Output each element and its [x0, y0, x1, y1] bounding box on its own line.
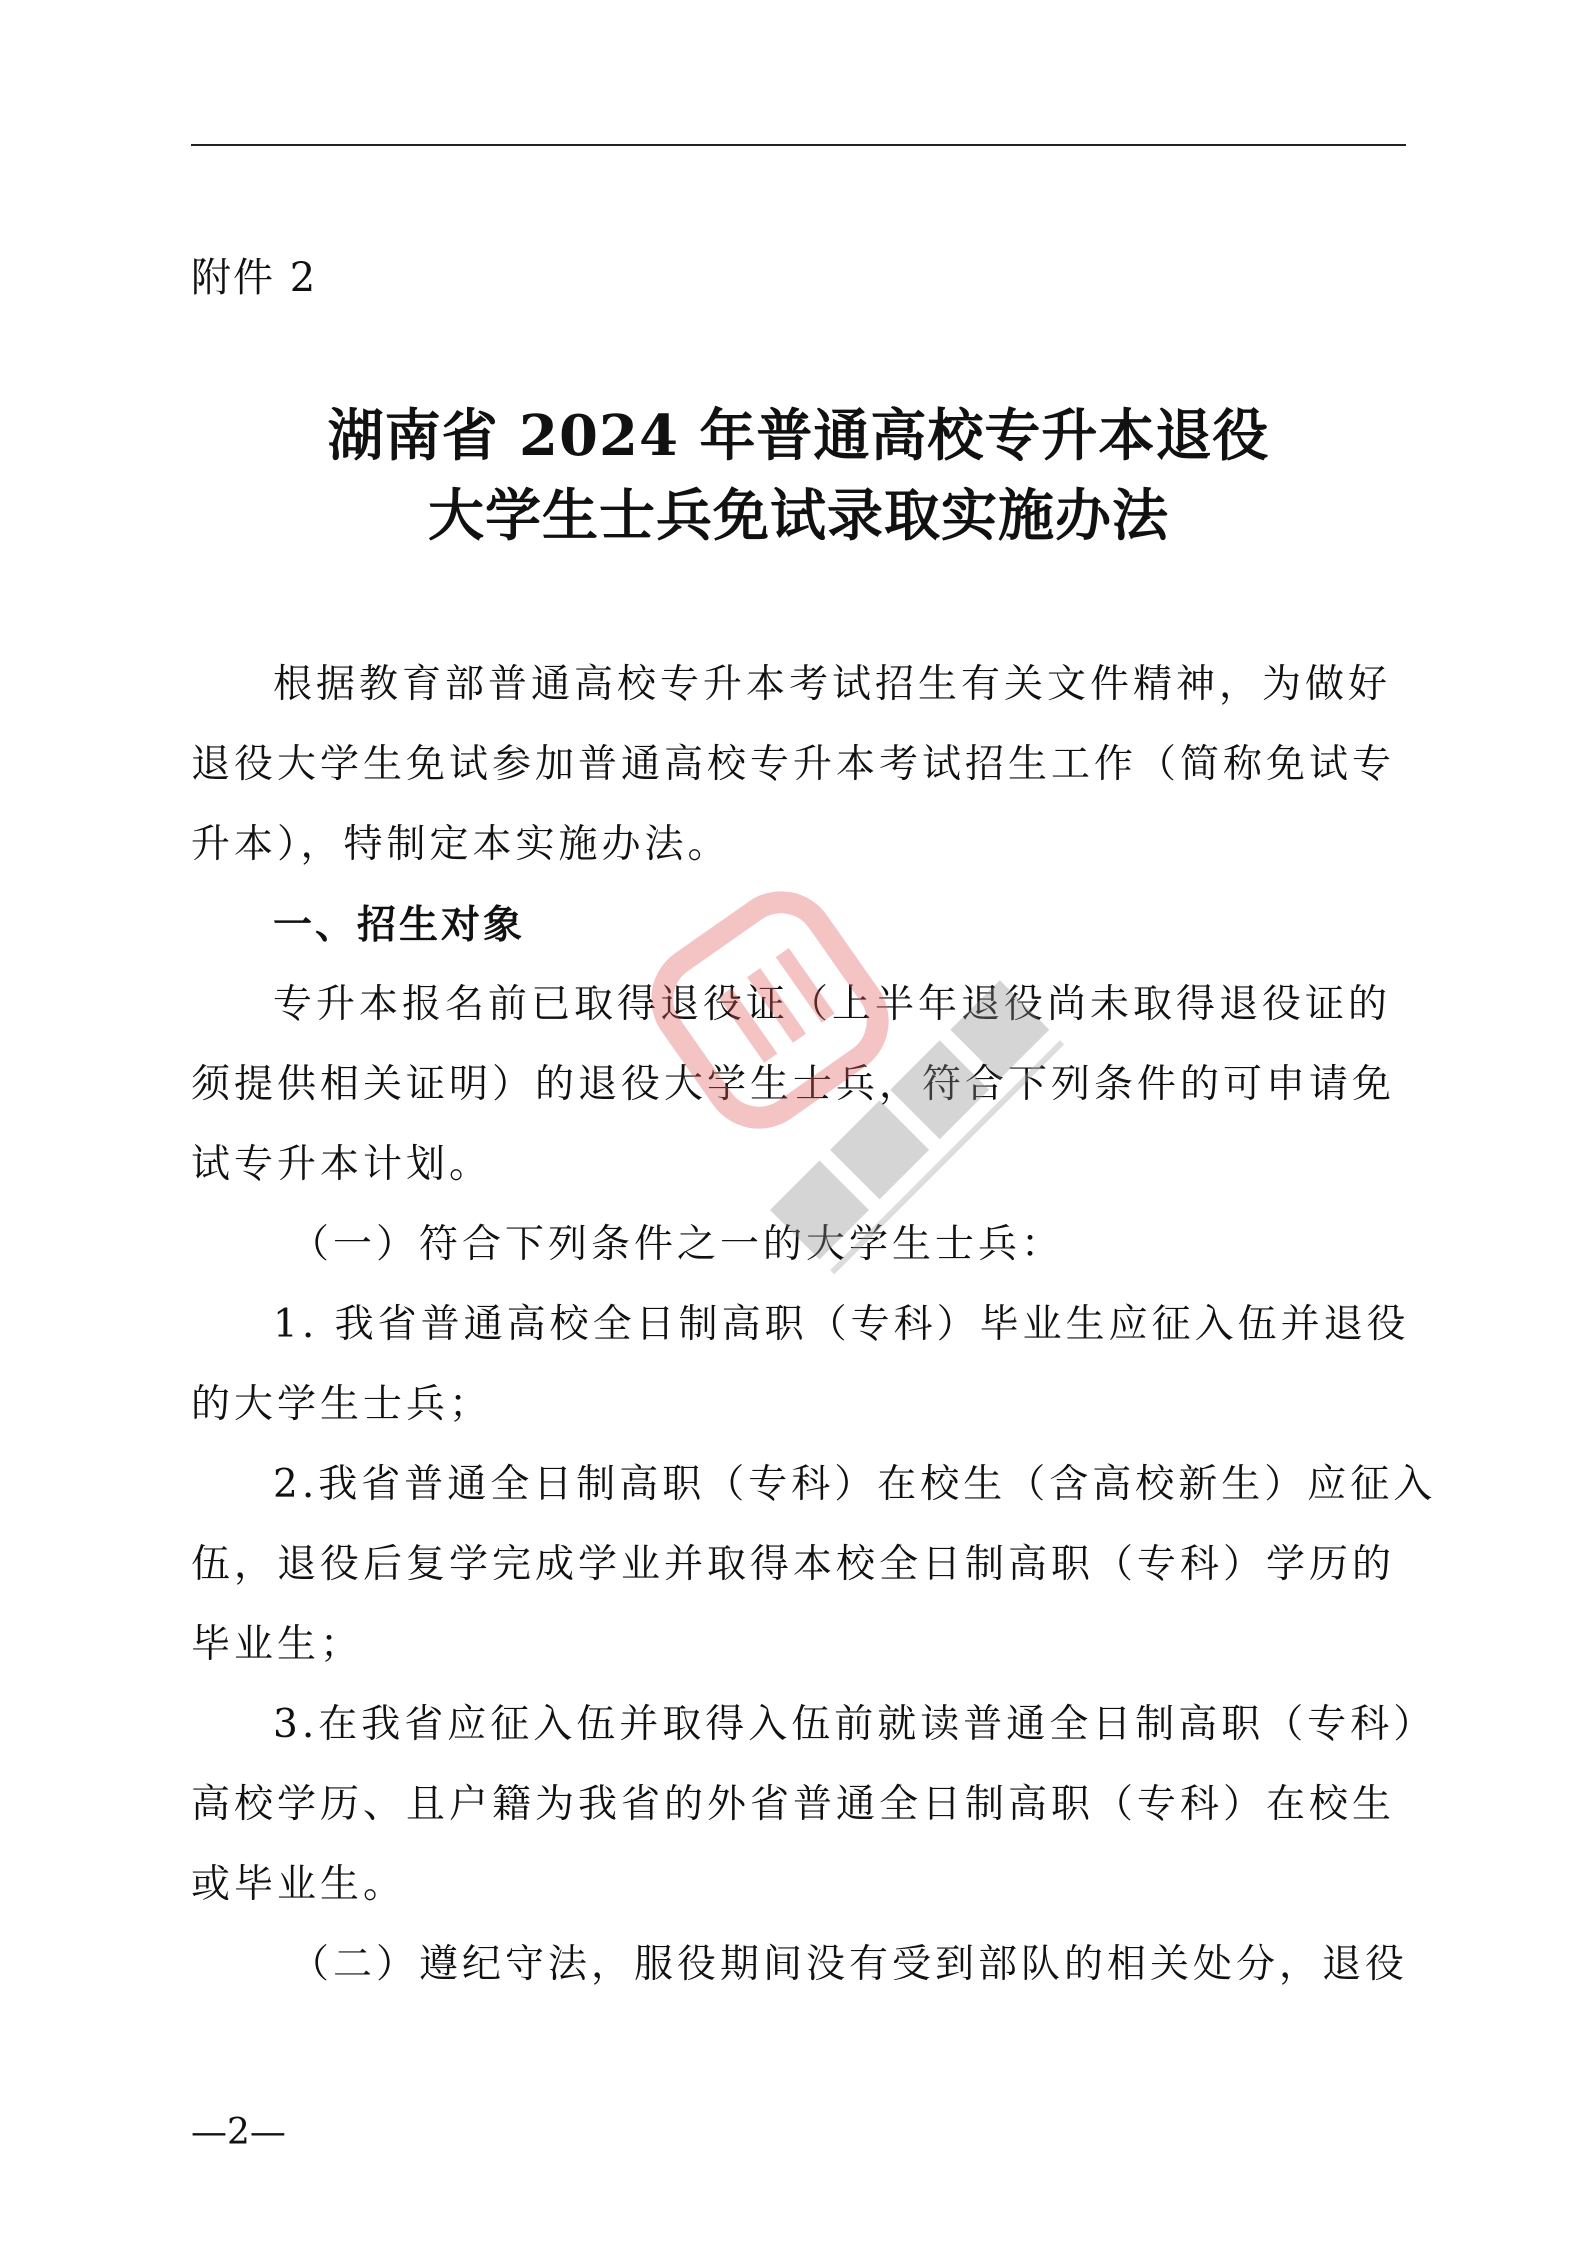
page-number: —2—: [191, 2112, 286, 2153]
paragraph-line: 退役大学生免试参加普通高校专升本考试招生工作（简称免试专: [191, 742, 1396, 787]
list-item-line: 毕业生；: [191, 1622, 364, 1667]
section-heading: 一、招生对象: [273, 902, 526, 948]
list-item-line: 2.我省普通全日制高职（专科）在校生（含高校新生）应征入: [273, 1462, 1437, 1507]
attachment-label: 附件 2: [191, 255, 318, 301]
list-item-line: 或毕业生。: [191, 1862, 407, 1907]
document-title-line-1: 湖南省 2024 年普通高校专升本退役: [327, 403, 1270, 469]
paragraph-line: 试专升本计划。: [191, 1142, 493, 1187]
list-item-line: 3.在我省应征入伍并取得入伍前就读普通全日制高职（专科）: [273, 1702, 1437, 1747]
paragraph-line: 升本），特制定本实施办法。: [191, 822, 731, 867]
paragraph-line: 根据教育部普通高校专升本考试招生有关文件精神，为做好: [273, 662, 1392, 707]
list-item-line: 高校学历、且户籍为我省的外省普通全日制高职（专科）在校生: [191, 1782, 1396, 1827]
subsection-heading: （一）符合下列条件之一的大学生士兵：: [290, 1222, 1065, 1267]
subsection-heading: （二）遵纪守法，服役期间没有受到部队的相关处分，退役: [290, 1942, 1409, 1987]
paragraph-line: 须提供相关证明）的退役大学生士兵，符合下列条件的可申请免: [191, 1062, 1396, 1107]
list-item-line: 伍，退役后复学完成学业并取得本校全日制高职（专科）学历的: [191, 1542, 1396, 1587]
paragraph-line: 专升本报名前已取得退役证（上半年退役尚未取得退役证的: [273, 982, 1392, 1027]
document-title-line-2: 大学生士兵免试录取实施办法: [428, 483, 1169, 549]
list-item-line: 的大学生士兵；: [191, 1382, 493, 1427]
header-rule: [191, 144, 1406, 146]
list-item-line: 1. 我省普通高校全日制高职（专科）毕业生应征入伍并退役: [273, 1302, 1410, 1347]
